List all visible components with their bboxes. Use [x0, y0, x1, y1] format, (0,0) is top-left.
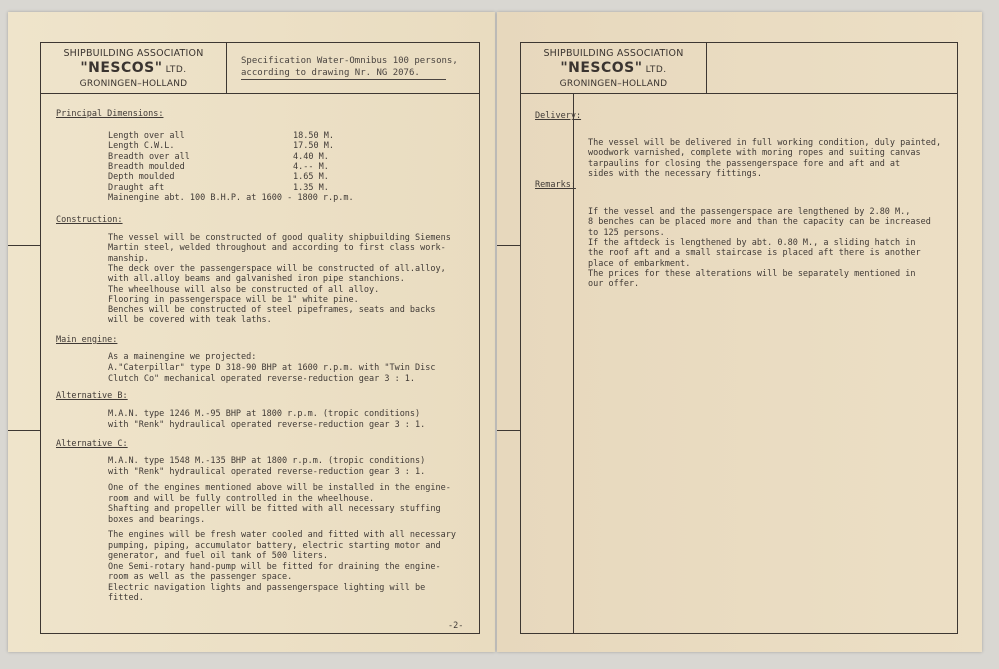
dimension-value: 17.50 M.	[293, 141, 334, 152]
text-line: The deck over the passengerspace will be constructed of all.alloy,	[108, 263, 446, 274]
fold-mark	[8, 245, 40, 246]
text-line: to 125 persons.	[588, 227, 665, 238]
alternative-b-heading: Alternative B:	[56, 391, 128, 401]
text-line: fitted.	[108, 593, 144, 603]
construction-heading: Construction:	[56, 215, 123, 225]
dimension-label: Breadth moulded	[108, 161, 185, 172]
text-line: the roof aft and a small staircase is placed aft there is another	[588, 248, 921, 259]
page-right	[497, 12, 982, 652]
text-line: manship.	[108, 253, 149, 264]
letterhead	[521, 43, 707, 94]
text-line: Flooring in passengerspace will be 1" white pine.	[108, 294, 359, 305]
mainengine-line: Mainengine abt. 100 B.H.P. at 1600 - 1800 r.p.m.	[108, 193, 354, 203]
text-line: M.A.N. type 1246 M.-95 BHP at 1800 r.p.m. (tropic conditions)	[108, 409, 421, 419]
remarks-heading: Remarks:	[535, 180, 576, 190]
text-line: The prices for these alterations will be separately mentioned in	[588, 268, 916, 279]
text-line: If the vessel and the passengerspace are lengthened by 2.80 M.,	[588, 207, 911, 217]
dimension-value: 18.50 M.	[293, 131, 334, 141]
text-line: with all.alloy beams and galvanished iron pipe stanchions.	[108, 274, 405, 285]
dimension-value: 1.65 M.	[293, 172, 329, 183]
text-line: generator, and fuel oil tank of 500 liters.	[108, 551, 329, 561]
text-line: with "Renk" hydraulical operated reverse-reduction gear 3 : 1.	[108, 466, 426, 477]
text-line: Electric navigation lights and passengerspace lighting will be	[108, 582, 426, 593]
principal-dimensions-heading: Principal Dimensions:	[56, 109, 164, 119]
dimension-value: 4.-- M.	[293, 161, 329, 172]
page-frame	[520, 42, 958, 634]
text-line: room as well as the passenger space.	[108, 572, 293, 582]
alternative-c-heading: Alternative C:	[56, 439, 128, 449]
company-city: GRONINGEN–HOLLAND	[79, 79, 188, 89]
dimension-label: Length C.W.L.	[108, 141, 175, 152]
text-line: As a mainengine we projected:	[108, 352, 257, 362]
header-rule	[706, 93, 957, 94]
text-line: will be covered with teak laths.	[108, 315, 272, 326]
delivery-heading: Delivery:	[535, 111, 582, 121]
text-line: One of the engines mentioned above will be installed in the engine-	[108, 483, 451, 493]
text-line: The wheelhouse will also be constructed of all alloy.	[108, 284, 380, 295]
text-line: The vessel will be constructed of good quality shipbuilding Siemens	[108, 233, 451, 243]
text-line: A."Caterpillar" type D 318-90 BHP at 1600 r.p.m. with "Twin Disc	[108, 362, 436, 373]
dimension-label: Breadth over all	[108, 151, 190, 162]
text-line: place of embarkment.	[588, 258, 691, 269]
company-name: "NESCOS" LTD.	[80, 60, 187, 76]
letterhead	[41, 43, 227, 94]
fold-mark	[8, 430, 40, 431]
text-line: Martin steel, welded throughout and according to first class work-	[108, 243, 446, 254]
text-line: woodwork varnished, complete with moring ropes and suiting canvas	[588, 148, 921, 159]
fold-mark	[497, 245, 520, 246]
margin-rule	[573, 93, 574, 633]
company-city: GRONINGEN–HOLLAND	[559, 79, 668, 89]
fold-mark	[497, 430, 520, 431]
text-line: tarpaulins for closing the passengerspace fore and aft and at	[588, 158, 901, 169]
page-frame	[40, 42, 480, 634]
text-line: Clutch Co" mechanical operated reverse-reduction gear 3 : 1.	[108, 373, 416, 384]
spec-title: Specification Water-Omnibus 100 persons, according to drawing Nr. NG 2076.	[241, 56, 458, 78]
main-engine-heading: Main engine:	[56, 335, 118, 345]
company-name: "NESCOS" LTD.	[560, 60, 667, 76]
page-number: -2-	[448, 621, 464, 631]
text-line: The engines will be fresh water cooled and fitted with all necessary	[108, 530, 456, 540]
text-line: Shafting and propeller will be fitted with all necessary stuffing	[108, 504, 441, 514]
text-line: One Semi-rotary hand-pump will be fitted for draining the engine-	[108, 561, 441, 572]
text-line: our offer.	[588, 279, 640, 290]
text-line: pumping, piping, accumulator battery, electric starting motor and	[108, 540, 441, 551]
dimension-label: Length over all	[108, 131, 185, 141]
text-line: room and will be fully controlled in the wheelhouse.	[108, 493, 375, 504]
dimension-label: Draught aft	[108, 182, 165, 193]
text-line: boxes and bearings.	[108, 514, 206, 525]
text-line: If the aftdeck is lengthened by abt. 0.80 M., a sliding hatch in	[588, 237, 916, 248]
dimension-value: 4.40 M.	[293, 151, 329, 162]
page-left	[8, 12, 495, 652]
text-line: M.A.N. type 1548 M.-135 BHP at 1800 r.p.m. (tropic conditions)	[108, 456, 426, 466]
dimension-label: Depth moulded	[108, 172, 175, 183]
association-name: SHIPBUILDING ASSOCIATION	[63, 48, 204, 59]
association-name: SHIPBUILDING ASSOCIATION	[543, 48, 684, 59]
text-line: sides with the necessary fittings.	[588, 168, 762, 179]
text-line: 8 benches can be placed more and than the capacity can be increased	[588, 217, 931, 228]
dimension-value: 1.35 M.	[293, 182, 329, 193]
text-line: The vessel will be delivered in full working condition, duly painted,	[588, 138, 942, 148]
text-line: Benches will be constructed of steel pipeframes, seats and backs	[108, 305, 436, 316]
header-rule	[226, 93, 479, 94]
text-line: with "Renk" hydraulical operated reverse-reduction gear 3 : 1.	[108, 419, 426, 430]
